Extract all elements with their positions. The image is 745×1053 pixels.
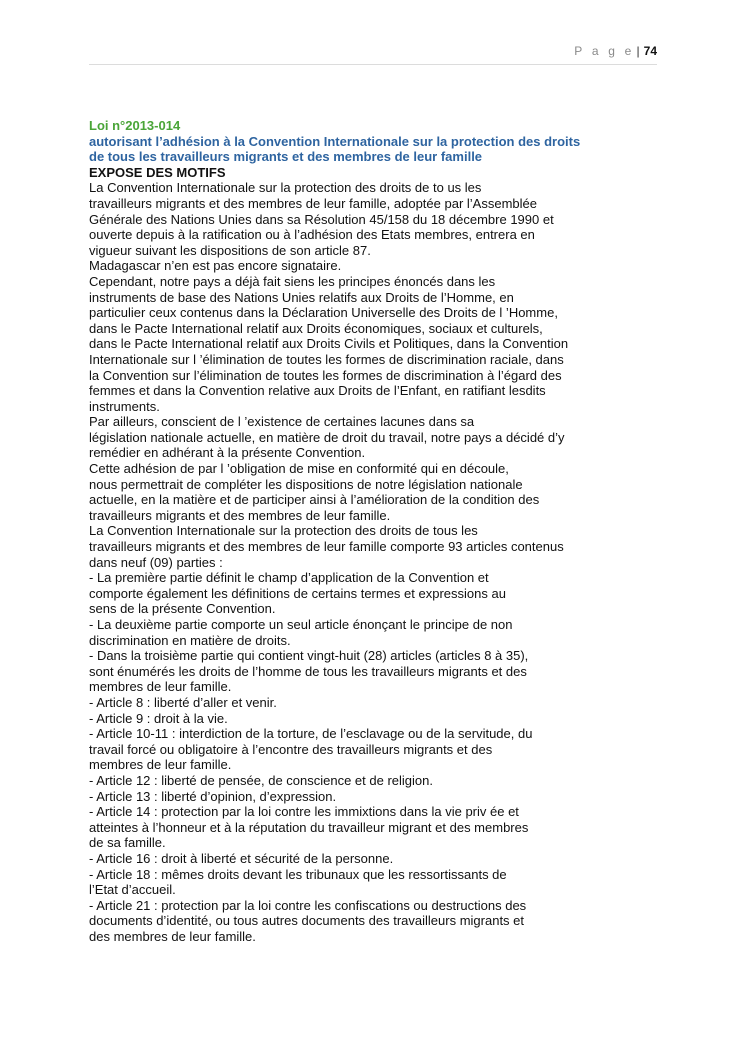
body-line: l’Etat d’accueil. (89, 882, 176, 898)
body-line: travailleurs migrants et des membres de leur famille, adoptée par l’Assemblée (89, 195, 537, 211)
body-line: travailleurs migrants et des membres de leur famille. (89, 507, 391, 523)
page-word: P a g e (574, 44, 635, 58)
document-body (89, 118, 669, 944)
body-line: Par ailleurs, conscient de l ’existence de certaines lacunes dans sa (89, 414, 475, 430)
body-line: atteintes à l’honneur et à la réputation du travailleur migrant et des membres (89, 819, 529, 835)
body-line: - Article 13 : liberté d’opinion, d’expression. (89, 788, 337, 804)
body-line: - Article 18 : mêmes droits devant les tribunaux que les ressortissants de (89, 866, 507, 882)
body-line: - Article 14 : protection par la loi contre les immixtions dans la vie priv ée et (89, 804, 519, 820)
body-line: Madagascar n’en est pas encore signataire. (89, 258, 342, 274)
body-line: nous permettrait de compléter les dispositions de notre législation nationale (89, 476, 523, 492)
page-separator: | (636, 44, 640, 58)
body-line: de sa famille. (89, 835, 166, 851)
body-line: particulier ceux contenus dans la Déclaration Universelle des Droits de l ’Homme, (89, 305, 558, 321)
body-line: - La deuxième partie comporte un seul article énonçant le principe de non (89, 617, 513, 632)
body-line: législation nationale actuelle, en matière de droit du travail, notre pays a décidé d’y (89, 429, 565, 445)
law-title-line: autorisant l’adhésion à la Convention Internationale sur la protection des droits (89, 133, 581, 149)
body-line: des membres de leur famille. (89, 928, 256, 944)
body-line: dans neuf (09) parties : (89, 554, 223, 570)
body-line: femmes et dans la Convention relative aux Droits de l’Enfant, en ratifiant lesdits (89, 383, 546, 399)
page-number-label (574, 44, 657, 58)
body-text (89, 180, 669, 944)
body-line: comporte également les définitions de certains termes et expressions au (89, 585, 506, 601)
body-line: remédier en adhérant à la présente Convention. (89, 445, 366, 461)
body-line: - La première partie définit le champ d’application de la Convention et (89, 570, 489, 586)
body-line: - Article 16 : droit à liberté et sécurité de la personne. (89, 850, 394, 866)
body-line: documents d’identité, ou tous autres documents des travailleurs migrants et (89, 913, 525, 929)
body-line: - Dans la troisième partie qui contient vingt-huit (28) articles (articles 8 à 35), (89, 648, 529, 664)
body-line: travail forcé ou obligatoire à l’encontre des travailleurs migrants et des (89, 741, 493, 757)
body-line: actuelle, en la matière et de participer ainsi à l’amélioration de la condition des (89, 492, 540, 508)
body-line: Cette adhésion de par l ’obligation de mise en conformité qui en découle, (89, 461, 509, 477)
page-number: 74 (643, 44, 657, 58)
body-line: Cependant, notre pays a déjà fait siens les principes énoncés dans les (89, 273, 496, 289)
body-line: ouverte depuis à la ratification ou à l’adhésion des Etats membres, entrera en (89, 227, 535, 243)
body-line: la Convention sur l’élimination de toutes les formes de discrimination à l’égard des (89, 367, 562, 383)
body-line: Internationale sur l ’élimination de toutes les formes de discrimination raciale, dans (89, 351, 564, 367)
body-line: membres de leur famille. (89, 757, 232, 773)
body-line: - Article 10-11 : interdiction de la torture, de l’esclavage ou de la servitude, du (89, 726, 533, 742)
body-line: sont énumérés les droits de l’homme de tous les travailleurs migrants et des (89, 663, 527, 679)
body-line: travailleurs migrants et des membres de leur famille comporte 93 articles contenus (89, 539, 564, 555)
page-header (89, 40, 657, 65)
body-line: dans le Pacte International relatif aux Droits économiques, sociaux et culturels, (89, 320, 543, 336)
law-title-line: de tous les travailleurs migrants et des membres de leur famille (89, 149, 483, 165)
body-line: discrimination en matière de droits. (89, 632, 291, 648)
body-line: La Convention Internationale sur la protection des droits de tous les (89, 523, 478, 539)
body-line: Générale des Nations Unies dans sa Résolution 45/158 du 18 décembre 1990 et (89, 211, 554, 227)
body-line: - Article 8 : liberté d’aller et venir. (89, 694, 277, 710)
body-line: instruments. (89, 398, 160, 414)
body-line: vigueur suivant les dispositions de son article 87. (89, 242, 371, 258)
body-line: dans le Pacte International relatif aux Droits Civils et Politiques, dans la Convention (89, 336, 569, 352)
body-line: instruments de base des Nations Unies relatifs aux Droits de l’Homme, en (89, 289, 514, 305)
law-number: Loi n°2013-014 (89, 118, 181, 133)
body-line: - Article 9 : droit à la vie. (89, 710, 228, 726)
section-heading: EXPOSE DES MOTIFS (89, 164, 226, 180)
body-line: - Article 12 : liberté de pensée, de conscience et de religion. (89, 772, 433, 788)
body-line: sens de la présente Convention. (89, 601, 276, 617)
body-line: - Article 21 : protection par la loi contre les confiscations ou destructions des (89, 897, 527, 913)
body-line: La Convention Internationale sur la protection des droits de to us les (89, 180, 482, 196)
body-line: membres de leur famille. (89, 679, 232, 695)
